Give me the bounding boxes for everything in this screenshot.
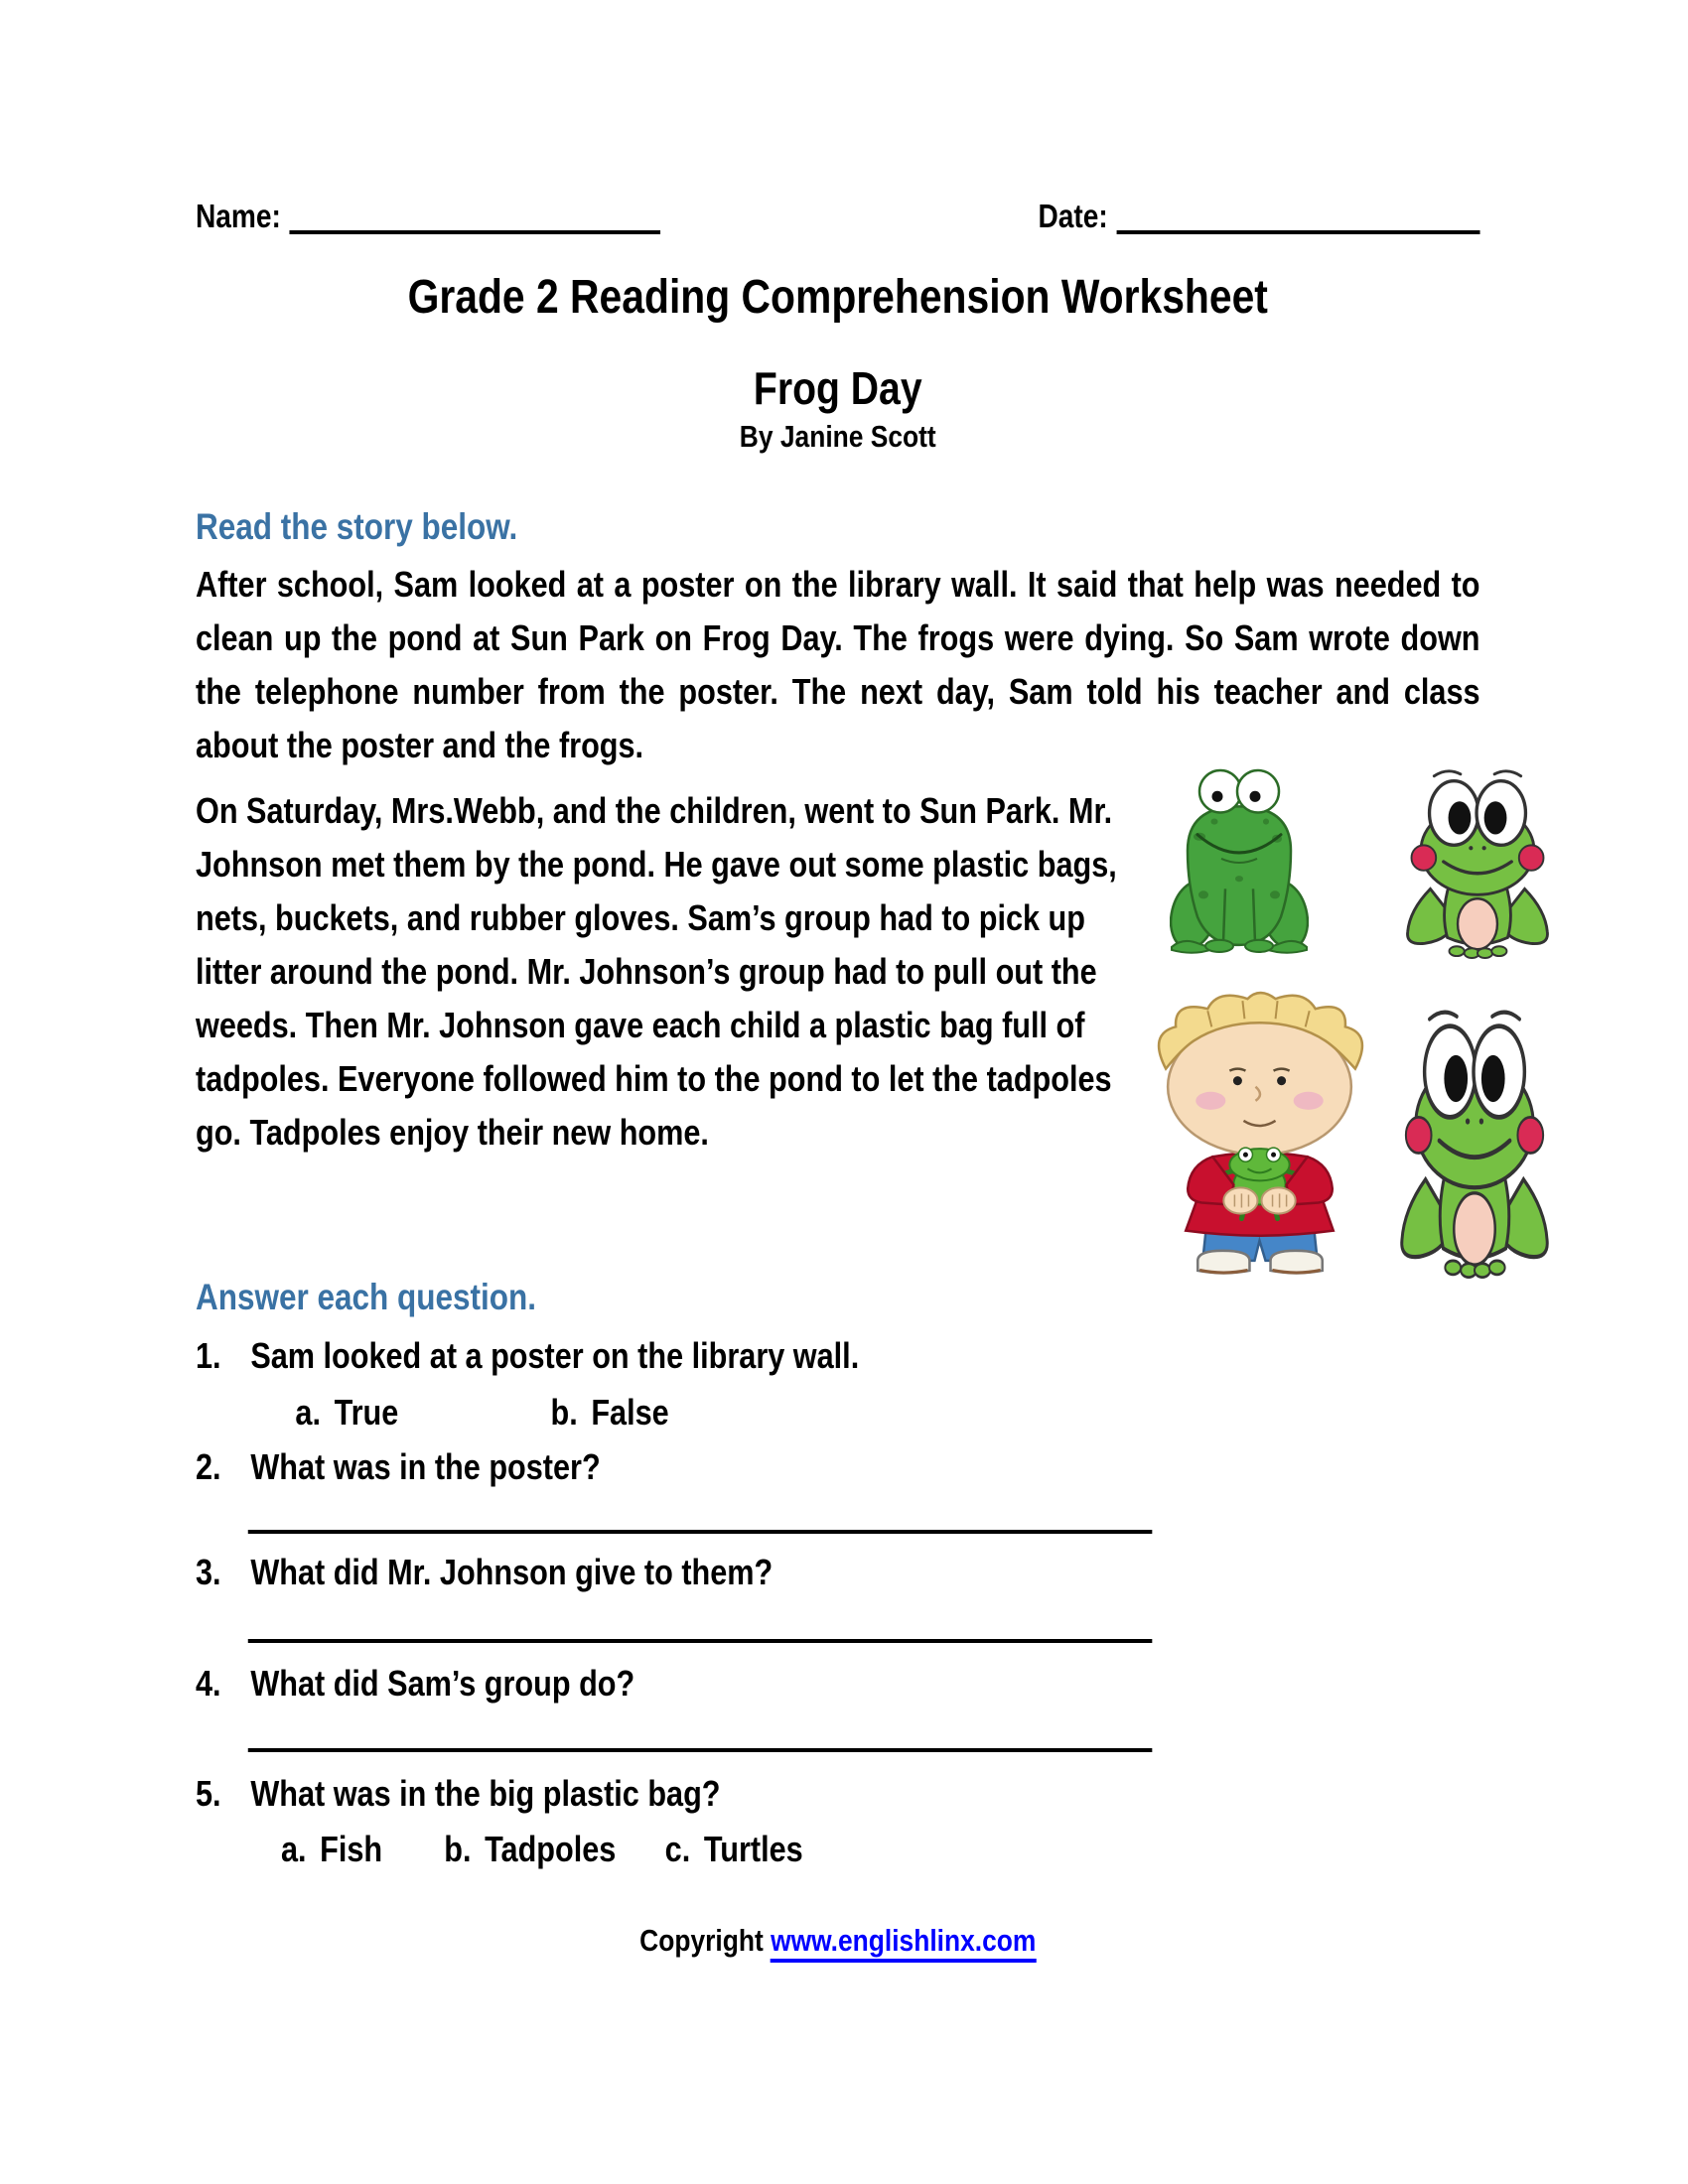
option-letter: b. <box>444 1829 472 1869</box>
question-4 <box>196 1663 1480 1705</box>
green-frog-clipart <box>1170 766 1309 957</box>
question-5-option-b <box>444 1829 616 1870</box>
answer-blank-line-q3[interactable] <box>248 1639 1153 1643</box>
name-field <box>196 197 660 234</box>
option-letter: a. <box>280 1829 307 1869</box>
byline: By Janine Scott <box>739 419 936 454</box>
story-paragraph-1: After school, Sam looked at a poster on the library wall. It said that help was needed to clean up the pond at Sun Park on Frog Day. The frogs were dying. So Sam wrote down the telephone number from the poster. The next day, Sam told his teacher and class about the poster and the frogs. <box>196 564 1480 765</box>
option-text: Fish <box>320 1829 383 1869</box>
option-letter: a. <box>295 1392 321 1433</box>
question-5-option-c <box>665 1829 803 1870</box>
boy-holding-frog-clipart <box>1138 979 1382 1279</box>
question-1 <box>196 1335 1480 1377</box>
question-5-options <box>196 1829 1480 1870</box>
englishlinx-link[interactable]: www.englishlinx.com <box>771 1923 1036 1963</box>
question-2-number: 2. <box>196 1446 221 1487</box>
story-illustrations <box>1132 759 1564 1286</box>
question-1-number: 1. <box>196 1335 221 1376</box>
worksheet-title: Grade 2 Reading Comprehension Worksheet <box>407 271 1268 324</box>
date-label: Date: <box>1038 198 1108 234</box>
name-blank-line[interactable] <box>289 197 660 234</box>
header-row <box>196 197 1480 234</box>
option-text: Tadpoles <box>485 1829 617 1869</box>
name-label: Name: <box>196 198 281 234</box>
date-field <box>1038 197 1479 234</box>
question-4-number: 4. <box>196 1663 221 1704</box>
read-story-heading: Read the story below. <box>196 506 518 547</box>
answer-questions-heading: Answer each question. <box>196 1277 536 1317</box>
footer <box>196 1922 1480 1959</box>
option-text: True <box>334 1392 399 1433</box>
question-1-option-b <box>550 1392 668 1433</box>
option-letter: c. <box>664 1829 691 1869</box>
option-text: Turtles <box>703 1829 803 1869</box>
question-4-text: What did Sam’s group do? <box>250 1663 635 1704</box>
question-5-number: 5. <box>196 1773 221 1814</box>
answer-blank-line-q4[interactable] <box>248 1748 1153 1752</box>
question-5 <box>196 1773 1480 1815</box>
question-5-text: What was in the big plastic bag? <box>250 1773 721 1814</box>
date-blank-line[interactable] <box>1116 197 1479 234</box>
question-3 <box>196 1552 1480 1593</box>
option-text: False <box>591 1392 669 1433</box>
question-5-option-a <box>281 1829 382 1870</box>
question-1-option-a <box>295 1392 398 1433</box>
question-1-text: Sam looked at a poster on the library wall. <box>250 1335 860 1376</box>
big-eyed-frog-clipart <box>1396 1003 1553 1279</box>
question-2-text: What was in the poster? <box>250 1446 601 1487</box>
question-2 <box>196 1446 1480 1488</box>
big-eyed-frog-clipart <box>1402 764 1553 959</box>
question-3-number: 3. <box>196 1552 221 1592</box>
option-letter: b. <box>550 1392 578 1433</box>
story-title: Frog Day <box>753 362 922 414</box>
question-3-text: What did Mr. Johnson give to them? <box>250 1552 774 1592</box>
answer-blank-line-q2[interactable] <box>248 1530 1153 1534</box>
copyright-label: Copyright <box>639 1923 764 1958</box>
question-1-options <box>196 1392 1480 1433</box>
story-paragraph-2: On Saturday, Mrs.Webb, and the children, went to Sun Park. Mr. Johnson met them by the pond. He gave out some plastic bags, nets, buckets, and rubber gloves. Sam’s group had to pick up litter around the pond. Mr. Johnson’s group had to pull out the weeds. Then Mr. Johnson gave each child a plastic bag full of tadpoles. Everyone followed him to the pond to let the tadpoles go. Tadpoles enjoy their new home. <box>196 790 1117 1153</box>
